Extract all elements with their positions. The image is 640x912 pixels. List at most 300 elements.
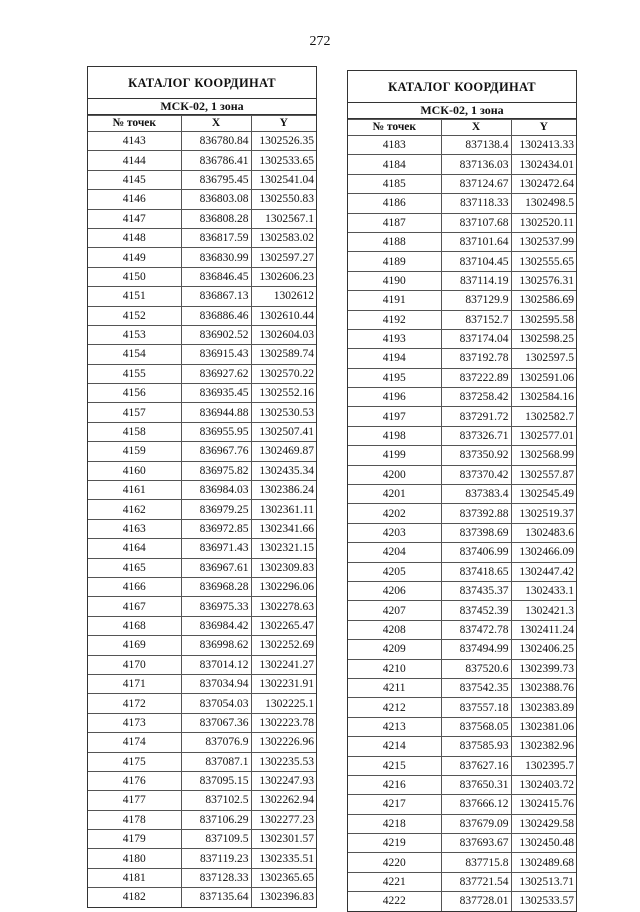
table-row <box>88 597 316 616</box>
table-row <box>88 248 316 267</box>
x-coordinate-cell: 837679.09 <box>441 814 511 833</box>
y-coordinate-cell: 1302381.06 <box>511 717 576 736</box>
table-row <box>348 659 576 678</box>
table-row <box>348 581 576 600</box>
point-number-cell: 4171 <box>88 674 181 693</box>
table-row <box>88 132 316 151</box>
coordinate-catalog-left <box>87 66 317 908</box>
x-coordinate-cell: 837118.33 <box>441 194 511 213</box>
point-number-cell: 4191 <box>348 291 441 310</box>
table-row <box>348 485 576 504</box>
table-row <box>88 830 316 849</box>
x-coordinate-cell: 837392.88 <box>441 504 511 523</box>
x-coordinate-cell: 837370.42 <box>441 465 511 484</box>
page-number: 272 <box>309 34 331 49</box>
point-number-cell: 4218 <box>348 814 441 833</box>
y-coordinate-cell: 1302335.51 <box>251 849 316 868</box>
table-row <box>348 174 576 193</box>
x-coordinate-cell: 836780.84 <box>181 132 251 151</box>
y-coordinate-cell: 1302597.5 <box>511 349 576 368</box>
y-coordinate-cell: 1302395.7 <box>511 756 576 775</box>
table-row <box>348 465 576 484</box>
x-coordinate-cell: 837128.33 <box>181 868 251 887</box>
table-row <box>88 500 316 519</box>
table-row <box>348 601 576 620</box>
point-number-cell: 4204 <box>348 543 441 562</box>
header-y: Y <box>251 116 316 132</box>
point-number-cell: 4180 <box>88 849 181 868</box>
header-point: № точек <box>88 116 181 132</box>
y-coordinate-cell: 1302545.49 <box>511 485 576 504</box>
catalog-title: КАТАЛОГ КООРДИНАТ <box>348 71 576 103</box>
y-coordinate-cell: 1302598.25 <box>511 329 576 348</box>
y-coordinate-cell: 1302584.16 <box>511 388 576 407</box>
x-coordinate-cell: 836803.08 <box>181 190 251 209</box>
table-row <box>88 558 316 577</box>
x-coordinate-cell: 836817.59 <box>181 228 251 247</box>
table-row <box>88 733 316 752</box>
x-coordinate-cell: 837472.78 <box>441 620 511 639</box>
x-coordinate-cell: 837693.67 <box>441 834 511 853</box>
x-coordinate-cell: 837067.36 <box>181 713 251 732</box>
table-row <box>88 636 316 655</box>
y-coordinate-cell: 1302247.93 <box>251 771 316 790</box>
table-row <box>348 795 576 814</box>
y-coordinate-cell: 1302265.47 <box>251 616 316 635</box>
point-number-cell: 4145 <box>88 170 181 189</box>
point-number-cell: 4177 <box>88 791 181 810</box>
x-coordinate-cell: 836984.03 <box>181 481 251 500</box>
point-number-cell: 4181 <box>88 868 181 887</box>
point-number-cell: 4175 <box>88 752 181 771</box>
x-coordinate-cell: 837350.92 <box>441 446 511 465</box>
x-coordinate-cell: 836902.52 <box>181 325 251 344</box>
table-row <box>348 775 576 794</box>
point-number-cell: 4213 <box>348 717 441 736</box>
point-number-cell: 4200 <box>348 465 441 484</box>
y-coordinate-cell: 1302526.35 <box>251 132 316 151</box>
table-row <box>348 892 576 911</box>
y-coordinate-cell: 1302413.33 <box>511 136 576 155</box>
point-number-cell: 4146 <box>88 190 181 209</box>
y-coordinate-cell: 1302533.57 <box>511 892 576 911</box>
table-row <box>88 325 316 344</box>
x-coordinate-cell: 837107.68 <box>441 213 511 232</box>
point-number-cell: 4147 <box>88 209 181 228</box>
x-coordinate-cell: 837129.9 <box>441 291 511 310</box>
header-point: № точек <box>348 120 441 136</box>
y-coordinate-cell: 1302472.64 <box>511 174 576 193</box>
point-number-cell: 4198 <box>348 426 441 445</box>
table-row <box>88 306 316 325</box>
table-row <box>348 872 576 891</box>
x-coordinate-cell: 836968.28 <box>181 577 251 596</box>
y-coordinate-cell: 1302570.22 <box>251 364 316 383</box>
point-number-cell: 4203 <box>348 523 441 542</box>
y-coordinate-cell: 1302321.15 <box>251 539 316 558</box>
table-row <box>348 446 576 465</box>
y-coordinate-cell: 1302262.94 <box>251 791 316 810</box>
x-coordinate-cell: 837326.71 <box>441 426 511 445</box>
table-row <box>88 287 316 306</box>
x-coordinate-cell: 837666.12 <box>441 795 511 814</box>
x-coordinate-cell: 837174.04 <box>441 329 511 348</box>
x-coordinate-cell: 836795.45 <box>181 170 251 189</box>
x-coordinate-cell: 837095.15 <box>181 771 251 790</box>
point-number-cell: 4179 <box>88 830 181 849</box>
x-coordinate-cell: 837087.1 <box>181 752 251 771</box>
y-coordinate-cell: 1302433.1 <box>511 581 576 600</box>
x-coordinate-cell: 836975.82 <box>181 461 251 480</box>
point-number-cell: 4216 <box>348 775 441 794</box>
x-coordinate-cell: 836979.25 <box>181 500 251 519</box>
y-coordinate-cell: 1302469.87 <box>251 442 316 461</box>
x-coordinate-cell: 837119.23 <box>181 849 251 868</box>
point-number-cell: 4212 <box>348 698 441 717</box>
table-row <box>88 364 316 383</box>
table-row <box>348 543 576 562</box>
x-coordinate-cell: 837135.64 <box>181 888 251 907</box>
y-coordinate-cell: 1302550.83 <box>251 190 316 209</box>
point-number-cell: 4163 <box>88 519 181 538</box>
coordinate-catalog-right <box>347 70 577 912</box>
x-coordinate-cell: 837101.64 <box>441 232 511 251</box>
point-number-cell: 4217 <box>348 795 441 814</box>
y-coordinate-cell: 1302606.23 <box>251 267 316 286</box>
x-coordinate-cell: 837418.65 <box>441 562 511 581</box>
y-coordinate-cell: 1302612 <box>251 287 316 306</box>
point-number-cell: 4215 <box>348 756 441 775</box>
point-number-cell: 4192 <box>348 310 441 329</box>
point-number-cell: 4174 <box>88 733 181 752</box>
x-coordinate-cell: 837152.7 <box>441 310 511 329</box>
catalog-zone: МСК-02, 1 зона <box>348 103 576 119</box>
x-coordinate-cell: 837291.72 <box>441 407 511 426</box>
y-coordinate-cell: 1302406.25 <box>511 640 576 659</box>
y-coordinate-cell: 1302415.76 <box>511 795 576 814</box>
coordinate-table <box>88 115 316 907</box>
table-row <box>88 868 316 887</box>
point-number-cell: 4158 <box>88 422 181 441</box>
point-number-cell: 4143 <box>88 132 181 151</box>
table-row <box>348 814 576 833</box>
point-number-cell: 4211 <box>348 678 441 697</box>
table-row <box>348 368 576 387</box>
y-coordinate-cell: 1302223.78 <box>251 713 316 732</box>
x-coordinate-cell: 837124.67 <box>441 174 511 193</box>
point-number-cell: 4190 <box>348 271 441 290</box>
x-coordinate-cell: 836886.46 <box>181 306 251 325</box>
x-coordinate-cell: 837452.39 <box>441 601 511 620</box>
table-row <box>348 426 576 445</box>
y-coordinate-cell: 1302429.58 <box>511 814 576 833</box>
point-number-cell: 4152 <box>88 306 181 325</box>
y-coordinate-cell: 1302489.68 <box>511 853 576 872</box>
x-coordinate-cell: 836846.45 <box>181 267 251 286</box>
table-row <box>88 849 316 868</box>
y-coordinate-cell: 1302301.57 <box>251 830 316 849</box>
x-coordinate-cell: 837102.5 <box>181 791 251 810</box>
y-coordinate-cell: 1302435.34 <box>251 461 316 480</box>
y-coordinate-cell: 1302533.65 <box>251 151 316 170</box>
table-row <box>348 562 576 581</box>
y-coordinate-cell: 1302252.69 <box>251 636 316 655</box>
y-coordinate-cell: 1302589.74 <box>251 345 316 364</box>
point-number-cell: 4194 <box>348 349 441 368</box>
table-row <box>348 853 576 872</box>
y-coordinate-cell: 1302277.23 <box>251 810 316 829</box>
table-row <box>348 232 576 251</box>
table-body <box>348 136 576 911</box>
x-coordinate-cell: 837076.9 <box>181 733 251 752</box>
y-coordinate-cell: 1302421.3 <box>511 601 576 620</box>
table-row <box>88 403 316 422</box>
point-number-cell: 4208 <box>348 620 441 639</box>
table-row <box>348 407 576 426</box>
x-coordinate-cell: 837398.69 <box>441 523 511 542</box>
y-coordinate-cell: 1302226.96 <box>251 733 316 752</box>
y-coordinate-cell: 1302386.24 <box>251 481 316 500</box>
y-coordinate-cell: 1302498.5 <box>511 194 576 213</box>
y-coordinate-cell: 1302513.71 <box>511 872 576 891</box>
table-row <box>348 756 576 775</box>
point-number-cell: 4220 <box>348 853 441 872</box>
point-number-cell: 4202 <box>348 504 441 523</box>
table-row <box>88 655 316 674</box>
table-row <box>88 694 316 713</box>
y-coordinate-cell: 1302583.02 <box>251 228 316 247</box>
table-row <box>348 291 576 310</box>
y-coordinate-cell: 1302450.48 <box>511 834 576 853</box>
point-number-cell: 4178 <box>88 810 181 829</box>
point-number-cell: 4222 <box>348 892 441 911</box>
header-x: X <box>181 116 251 132</box>
table-row <box>348 620 576 639</box>
x-coordinate-cell: 837585.93 <box>441 737 511 756</box>
x-coordinate-cell: 837728.01 <box>441 892 511 911</box>
point-number-cell: 4153 <box>88 325 181 344</box>
table-row <box>348 310 576 329</box>
x-coordinate-cell: 837715.8 <box>441 853 511 872</box>
x-coordinate-cell: 837721.54 <box>441 872 511 891</box>
y-coordinate-cell: 1302541.04 <box>251 170 316 189</box>
table-row <box>348 155 576 174</box>
table-row <box>88 345 316 364</box>
x-coordinate-cell: 836935.45 <box>181 384 251 403</box>
y-coordinate-cell: 1302365.65 <box>251 868 316 887</box>
point-number-cell: 4185 <box>348 174 441 193</box>
table-body <box>88 132 316 907</box>
table-row <box>88 888 316 907</box>
x-coordinate-cell: 836975.33 <box>181 597 251 616</box>
point-number-cell: 4150 <box>88 267 181 286</box>
table-row <box>88 771 316 790</box>
y-coordinate-cell: 1302582.7 <box>511 407 576 426</box>
point-number-cell: 4187 <box>348 213 441 232</box>
table-row <box>88 539 316 558</box>
point-number-cell: 4144 <box>88 151 181 170</box>
table-row <box>88 228 316 247</box>
point-number-cell: 4162 <box>88 500 181 519</box>
y-coordinate-cell: 1302241.27 <box>251 655 316 674</box>
table-header-row <box>88 116 316 132</box>
point-number-cell: 4148 <box>88 228 181 247</box>
table-row <box>88 674 316 693</box>
x-coordinate-cell: 837106.29 <box>181 810 251 829</box>
y-coordinate-cell: 1302447.42 <box>511 562 576 581</box>
x-coordinate-cell: 837109.5 <box>181 830 251 849</box>
x-coordinate-cell: 837520.6 <box>441 659 511 678</box>
table-row <box>348 213 576 232</box>
header-x: X <box>441 120 511 136</box>
x-coordinate-cell: 837557.18 <box>441 698 511 717</box>
x-coordinate-cell: 837222.89 <box>441 368 511 387</box>
point-number-cell: 4196 <box>348 388 441 407</box>
table-row <box>348 252 576 271</box>
x-coordinate-cell: 837192.78 <box>441 349 511 368</box>
x-coordinate-cell: 837034.94 <box>181 674 251 693</box>
y-coordinate-cell: 1302519.37 <box>511 504 576 523</box>
x-coordinate-cell: 836967.61 <box>181 558 251 577</box>
x-coordinate-cell: 837542.35 <box>441 678 511 697</box>
y-coordinate-cell: 1302520.11 <box>511 213 576 232</box>
x-coordinate-cell: 837136.03 <box>441 155 511 174</box>
point-number-cell: 4165 <box>88 558 181 577</box>
y-coordinate-cell: 1302396.83 <box>251 888 316 907</box>
x-coordinate-cell: 837383.4 <box>441 485 511 504</box>
catalog-zone: МСК-02, 1 зона <box>88 99 316 115</box>
y-coordinate-cell: 1302530.53 <box>251 403 316 422</box>
x-coordinate-cell: 836944.88 <box>181 403 251 422</box>
x-coordinate-cell: 837114.19 <box>441 271 511 290</box>
table-row <box>348 640 576 659</box>
point-number-cell: 4199 <box>348 446 441 465</box>
y-coordinate-cell: 1302552.16 <box>251 384 316 403</box>
table-row <box>348 349 576 368</box>
x-coordinate-cell: 837494.99 <box>441 640 511 659</box>
x-coordinate-cell: 837258.42 <box>441 388 511 407</box>
y-coordinate-cell: 1302341.66 <box>251 519 316 538</box>
x-coordinate-cell: 837435.37 <box>441 581 511 600</box>
point-number-cell: 4157 <box>88 403 181 422</box>
table-row <box>88 810 316 829</box>
x-coordinate-cell: 837406.99 <box>441 543 511 562</box>
table-row <box>88 791 316 810</box>
point-number-cell: 4206 <box>348 581 441 600</box>
y-coordinate-cell: 1302388.76 <box>511 678 576 697</box>
y-coordinate-cell: 1302557.87 <box>511 465 576 484</box>
point-number-cell: 4210 <box>348 659 441 678</box>
point-number-cell: 4156 <box>88 384 181 403</box>
point-number-cell: 4201 <box>348 485 441 504</box>
table-row <box>348 388 576 407</box>
y-coordinate-cell: 1302225.1 <box>251 694 316 713</box>
table-row <box>348 504 576 523</box>
point-number-cell: 4159 <box>88 442 181 461</box>
x-coordinate-cell: 836955.95 <box>181 422 251 441</box>
table-row <box>348 737 576 756</box>
table-row <box>348 329 576 348</box>
point-number-cell: 4169 <box>88 636 181 655</box>
y-coordinate-cell: 1302568.99 <box>511 446 576 465</box>
point-number-cell: 4151 <box>88 287 181 306</box>
table-row <box>348 678 576 697</box>
point-number-cell: 4193 <box>348 329 441 348</box>
y-coordinate-cell: 1302361.11 <box>251 500 316 519</box>
x-coordinate-cell: 837104.45 <box>441 252 511 271</box>
y-coordinate-cell: 1302399.73 <box>511 659 576 678</box>
x-coordinate-cell: 836971.43 <box>181 539 251 558</box>
point-number-cell: 4189 <box>348 252 441 271</box>
x-coordinate-cell: 836915.43 <box>181 345 251 364</box>
y-coordinate-cell: 1302231.91 <box>251 674 316 693</box>
point-number-cell: 4197 <box>348 407 441 426</box>
x-coordinate-cell: 836984.42 <box>181 616 251 635</box>
x-coordinate-cell: 837138.4 <box>441 136 511 155</box>
y-coordinate-cell: 1302403.72 <box>511 775 576 794</box>
catalog-title: КАТАЛОГ КООРДИНАТ <box>88 67 316 99</box>
x-coordinate-cell: 837627.16 <box>441 756 511 775</box>
table-row <box>88 713 316 732</box>
y-coordinate-cell: 1302577.01 <box>511 426 576 445</box>
table-row <box>348 271 576 290</box>
y-coordinate-cell: 1302235.53 <box>251 752 316 771</box>
point-number-cell: 4164 <box>88 539 181 558</box>
table-row <box>348 698 576 717</box>
point-number-cell: 4176 <box>88 771 181 790</box>
point-number-cell: 4154 <box>88 345 181 364</box>
point-number-cell: 4188 <box>348 232 441 251</box>
x-coordinate-cell: 836998.62 <box>181 636 251 655</box>
table-header-row <box>348 120 576 136</box>
table-row <box>88 170 316 189</box>
table-row <box>348 717 576 736</box>
y-coordinate-cell: 1302483.6 <box>511 523 576 542</box>
table-row <box>88 519 316 538</box>
table-row <box>88 209 316 228</box>
point-number-cell: 4184 <box>348 155 441 174</box>
table-row <box>88 461 316 480</box>
table-row <box>88 190 316 209</box>
table-row <box>348 194 576 213</box>
coordinate-table <box>348 119 576 911</box>
table-row <box>88 267 316 286</box>
point-number-cell: 4221 <box>348 872 441 891</box>
x-coordinate-cell: 836972.85 <box>181 519 251 538</box>
table-row <box>88 151 316 170</box>
table-row <box>88 752 316 771</box>
y-coordinate-cell: 1302507.41 <box>251 422 316 441</box>
point-number-cell: 4160 <box>88 461 181 480</box>
y-coordinate-cell: 1302576.31 <box>511 271 576 290</box>
point-number-cell: 4173 <box>88 713 181 732</box>
point-number-cell: 4183 <box>348 136 441 155</box>
x-coordinate-cell: 836786.41 <box>181 151 251 170</box>
point-number-cell: 4168 <box>88 616 181 635</box>
y-coordinate-cell: 1302383.89 <box>511 698 576 717</box>
header-y: Y <box>511 120 576 136</box>
point-number-cell: 4205 <box>348 562 441 581</box>
y-coordinate-cell: 1302597.27 <box>251 248 316 267</box>
x-coordinate-cell: 836867.13 <box>181 287 251 306</box>
y-coordinate-cell: 1302595.58 <box>511 310 576 329</box>
point-number-cell: 4182 <box>88 888 181 907</box>
y-coordinate-cell: 1302382.96 <box>511 737 576 756</box>
point-number-cell: 4186 <box>348 194 441 213</box>
table-row <box>88 616 316 635</box>
table-row <box>348 136 576 155</box>
y-coordinate-cell: 1302591.06 <box>511 368 576 387</box>
